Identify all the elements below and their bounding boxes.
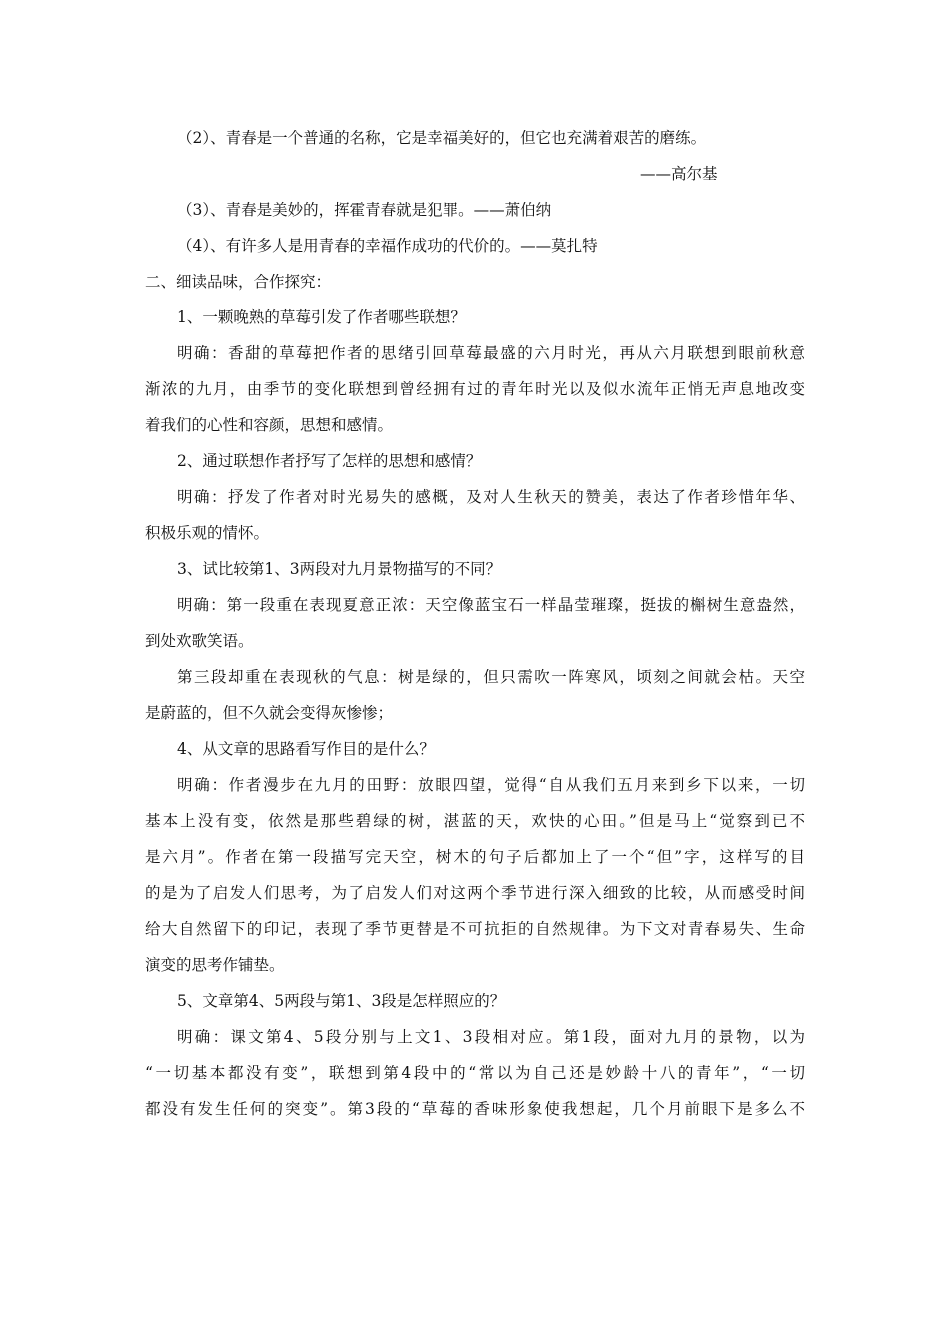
answer-line: 明确：香甜的草莓把作者的思绪引回草莓最盛的六月时光，再从六月联想到眼前秋意 [177,344,805,362]
answer-line: 明确：抒发了作者对时光易失的感概，及对人生秋天的赞美，表达了作者珍惜年华、 [177,488,805,506]
answer-line: 明确：课文第4、5段分别与上文1、3段相对应。第1段，面对九月的景物，以为 [177,1028,805,1046]
answer-line: 第三段却重在表现秋的气息：树是绿的，但只需吹一阵寒风，顷刻之间就会枯。天空 [177,668,805,686]
question-5: 5、文章第4、5两段与第1、3段是怎样照应的？ [177,992,506,1010]
answer-line: 积极乐观的情怀。 [145,524,270,542]
answer-line: 到处欢歌笑语。 [145,632,254,650]
quote-2: （2）、青春是一个普通的名称，它是幸福美好的，但它也充满着艰苦的磨练。 [177,129,707,147]
answer-line: 明确：作者漫步在九月的田野：放眼四望，觉得“自从我们五月来到乡下以来，一切 [177,776,805,794]
quote-2-author: ——高尔基 [640,165,718,183]
question-2: 2、通过联想作者抒写了怎样的思想和感情？ [177,452,482,470]
answer-line: 的是为了启发人们思考，为了启发人们对这两个季节进行深入细致的比较，从而感受时间 [145,884,805,902]
answer-line: 着我们的心性和容颜，思想和感情。 [145,416,394,434]
answer-line: 渐浓的九月，由季节的变化联想到曾经拥有过的青年时光以及似水流年正悄无声息地改变 [145,380,805,398]
answer-line: 给大自然留下的印记，表现了季节更替是不可抗拒的自然规律。为下文对青春易失、生命 [145,920,805,938]
answer-line: 是六月”。作者在第一段描写完天空，树木的句子后都加上了一个“但”字，这样写的目 [145,848,805,866]
question-4: 4、从文章的思路看写作目的是什么？ [177,740,435,758]
quote-3: （3）、青春是美妙的，挥霍青春就是犯罪。——萧伯纳 [177,201,552,219]
answer-line: 都没有发生任何的突变”。第3段的“草莓的香味形象使我想起，几个月前眼下是多么不 [145,1100,805,1118]
answer-line: 明确：第一段重在表现夏意正浓：天空像蓝宝石一样晶莹璀璨，挺拔的槲树生意盎然， [177,596,805,614]
answer-line: 基本上没有变，依然是那些碧绿的树，湛蓝的天，欢快的心田。”但是马上“觉察到已不 [145,812,805,830]
quote-4: （4）、有许多人是用青春的幸福作成功的代价的。——莫扎特 [177,237,598,255]
answer-line: 是蔚蓝的，但不久就会变得灰惨惨； [145,704,394,722]
section-heading: 二、细读品味，合作探究： [145,273,332,291]
question-3: 3、试比较第1、3两段对九月景物描写的不同？ [177,560,502,578]
answer-line: 演变的思考作铺垫。 [145,956,285,974]
answer-line: “一切基本都没有变”，联想到第4段中的“常以为自己还是妙龄十八的青年”，“一切 [145,1064,805,1082]
question-1: 1、一颗晚熟的草莓引发了作者哪些联想？ [177,308,466,326]
